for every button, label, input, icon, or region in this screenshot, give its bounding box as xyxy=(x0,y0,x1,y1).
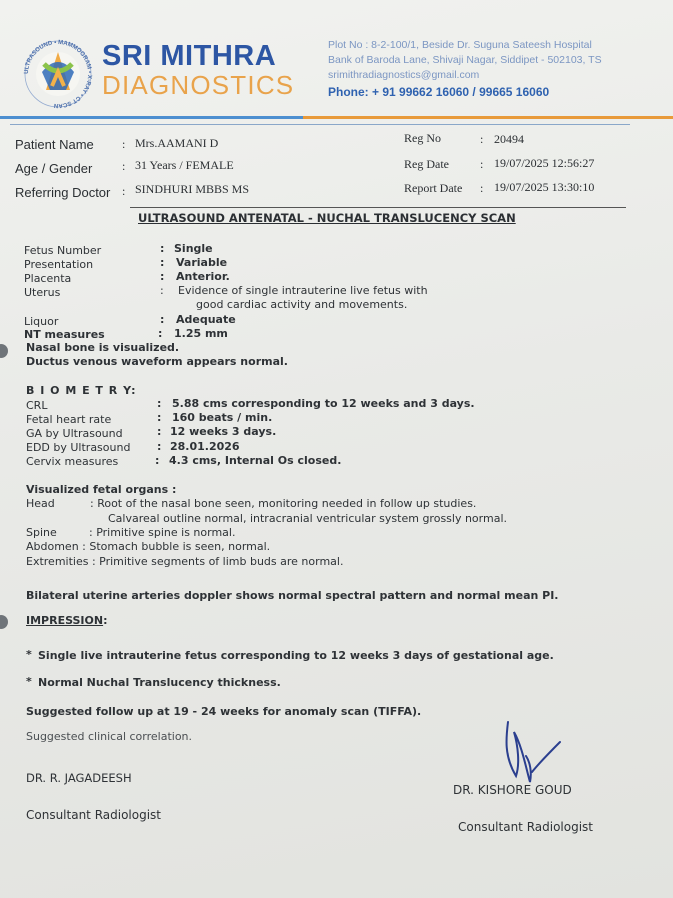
crl-label: CRL xyxy=(26,399,48,412)
ga-label: GA by Ultrasound xyxy=(26,427,123,440)
clinical-correlation: Suggested clinical correlation. xyxy=(26,730,193,743)
ductus-venous-finding: Ductus venous waveform appears normal. xyxy=(26,355,288,368)
impression-item-1: Single live intrauterine fetus corresponding to 12 weeks 3 days of gestational age. xyxy=(38,649,554,662)
extremities-finding: Extremities : Primitive segments of limb buds are normal. xyxy=(26,555,344,568)
presentation-label: Presentation xyxy=(24,258,94,271)
patient-name-value: Mrs.AAMANI D xyxy=(135,136,219,150)
report-date-value: 19/07/2025 13:30:10 xyxy=(494,180,595,194)
handwritten-signature xyxy=(496,716,566,792)
head-label: Head xyxy=(26,497,55,510)
email-address: srimithradiagnostics@gmail.com xyxy=(328,69,480,81)
presentation-colon: : xyxy=(160,256,165,269)
uterus-colon: : xyxy=(160,284,164,297)
reg-no-label: Reg No xyxy=(404,131,441,145)
phone-numbers: Phone: + 91 99662 16060 / 99665 16060 xyxy=(328,85,550,99)
abdomen-finding: Abdomen : Stomach bubble is seen, normal. xyxy=(26,540,271,553)
liquor-colon: : xyxy=(160,313,165,326)
edd-colon: : xyxy=(157,440,162,453)
patient-name-label: Patient Name xyxy=(15,137,94,152)
svg-text:ULTRASOUND • MAMMOGRAM • X-RAY: ULTRASOUND • MAMMOGRAM • X-RAY • CT SCAN xyxy=(23,39,93,109)
placenta-colon: : xyxy=(160,270,165,283)
referring-doctor-value: SINDHURI MBBS MS xyxy=(135,182,250,196)
address-line-2: Bank of Baroda Lane, Shivaji Nagar, Siddipet - 502103, TS xyxy=(328,54,602,66)
age-gender-label: Age / Gender xyxy=(15,161,93,176)
impression-heading-wrap: IMPRESSION: xyxy=(26,614,108,627)
spine-value: : Primitive spine is normal. xyxy=(89,526,236,539)
impression-bullet-2: * xyxy=(26,675,32,688)
fetus-number-label: Fetus Number xyxy=(24,244,102,257)
brand-name-line1: SRI MITHRA xyxy=(102,40,277,72)
fhr-value: 160 beats / min. xyxy=(172,411,273,424)
doppler-finding: Bilateral uterine arteries doppler shows normal spectral pattern and normal mean PI. xyxy=(26,589,559,602)
cervix-colon: : xyxy=(155,454,160,467)
edd-value: 28.01.2026 xyxy=(170,440,240,453)
spine-label: Spine xyxy=(26,526,57,539)
report-date-label: Report Date xyxy=(404,181,463,195)
impression-bullet-1: * xyxy=(26,648,32,661)
right-doctor-name: DR. KISHORE GOUD xyxy=(453,783,572,797)
nt-label: NT measures xyxy=(24,328,105,341)
header-rule xyxy=(0,116,673,119)
patient-name-colon: : xyxy=(122,137,126,151)
ga-value: 12 weeks 3 days. xyxy=(170,425,277,438)
nt-value: 1.25 mm xyxy=(174,327,228,340)
right-doctor-title: Consultant Radiologist xyxy=(458,820,594,834)
reg-no-value: 20494 xyxy=(494,132,524,146)
fetus-number-colon: : xyxy=(160,242,165,255)
uterus-label: Uterus xyxy=(24,286,61,299)
uterus-value-line1: Evidence of single intrauterine live fetus with xyxy=(178,284,428,297)
brand-name-line2: DIAGNOSTICS xyxy=(102,70,295,100)
report-title: ULTRASOUND ANTENATAL - NUCHAL TRANSLUCENCY SCAN xyxy=(138,211,516,225)
reg-no-colon: : xyxy=(480,132,484,146)
head-value-line2: Calvareal outline normal, intracranial ventricular system grossly normal. xyxy=(108,512,508,525)
age-gender-colon: : xyxy=(122,159,126,173)
nt-colon: : xyxy=(158,327,163,340)
followup-advice: Suggested follow up at 19 - 24 weeks for anomaly scan (TIFFA). xyxy=(26,705,422,718)
liquor-value: Adequate xyxy=(176,313,236,326)
liquor-label: Liquor xyxy=(24,315,59,328)
referring-doctor-colon: : xyxy=(122,184,126,198)
placenta-label: Placenta xyxy=(24,272,72,285)
impression-item-2: Normal Nuchal Translucency thickness. xyxy=(38,676,281,689)
crl-colon: : xyxy=(157,397,162,410)
uterus-value-line2: good cardiac activity and movements. xyxy=(196,298,408,311)
fhr-colon: : xyxy=(157,411,162,424)
presentation-value: Variable xyxy=(176,256,228,269)
info-separator xyxy=(130,207,626,208)
left-doctor-title: Consultant Radiologist xyxy=(26,808,162,822)
reg-date-value: 19/07/2025 12:56:27 xyxy=(494,156,595,170)
header-rule-thin xyxy=(10,124,630,125)
crl-value: 5.88 cms corresponding to 12 weeks and 3 days. xyxy=(172,397,475,410)
punch-hole-bottom xyxy=(0,615,8,629)
reg-date-colon: : xyxy=(480,157,484,171)
punch-hole-top xyxy=(0,344,8,358)
diagnostics-logo xyxy=(12,34,104,114)
referring-doctor-label: Referring Doctor xyxy=(15,185,111,200)
age-gender-value: 31 Years / FEMALE xyxy=(135,158,234,172)
reg-date-label: Reg Date xyxy=(404,157,449,171)
placenta-value: Anterior. xyxy=(176,270,230,283)
fhr-label: Fetal heart rate xyxy=(26,413,112,426)
organs-heading: Visualized fetal organs : xyxy=(26,483,177,496)
head-value-line1: : Root of the nasal bone seen, monitoring needed in follow up studies. xyxy=(90,497,477,510)
edd-label: EDD by Ultrasound xyxy=(26,441,131,454)
address-line-1: Plot No : 8-2-100/1, Beside Dr. Suguna Sateesh Hospital xyxy=(328,39,592,51)
left-doctor-name: DR. R. JAGADEESH xyxy=(26,771,132,785)
report-date-colon: : xyxy=(480,181,484,195)
biometry-heading: B I O M E T R Y: xyxy=(26,384,137,397)
cervix-label: Cervix measures xyxy=(26,455,119,468)
nasal-bone-finding: Nasal bone is visualized. xyxy=(26,341,180,354)
fetus-number-value: Single xyxy=(174,242,213,255)
impression-heading: IMPRESSION xyxy=(26,614,104,627)
ga-colon: : xyxy=(157,425,162,438)
cervix-value: 4.3 cms, Internal Os closed. xyxy=(169,454,342,467)
